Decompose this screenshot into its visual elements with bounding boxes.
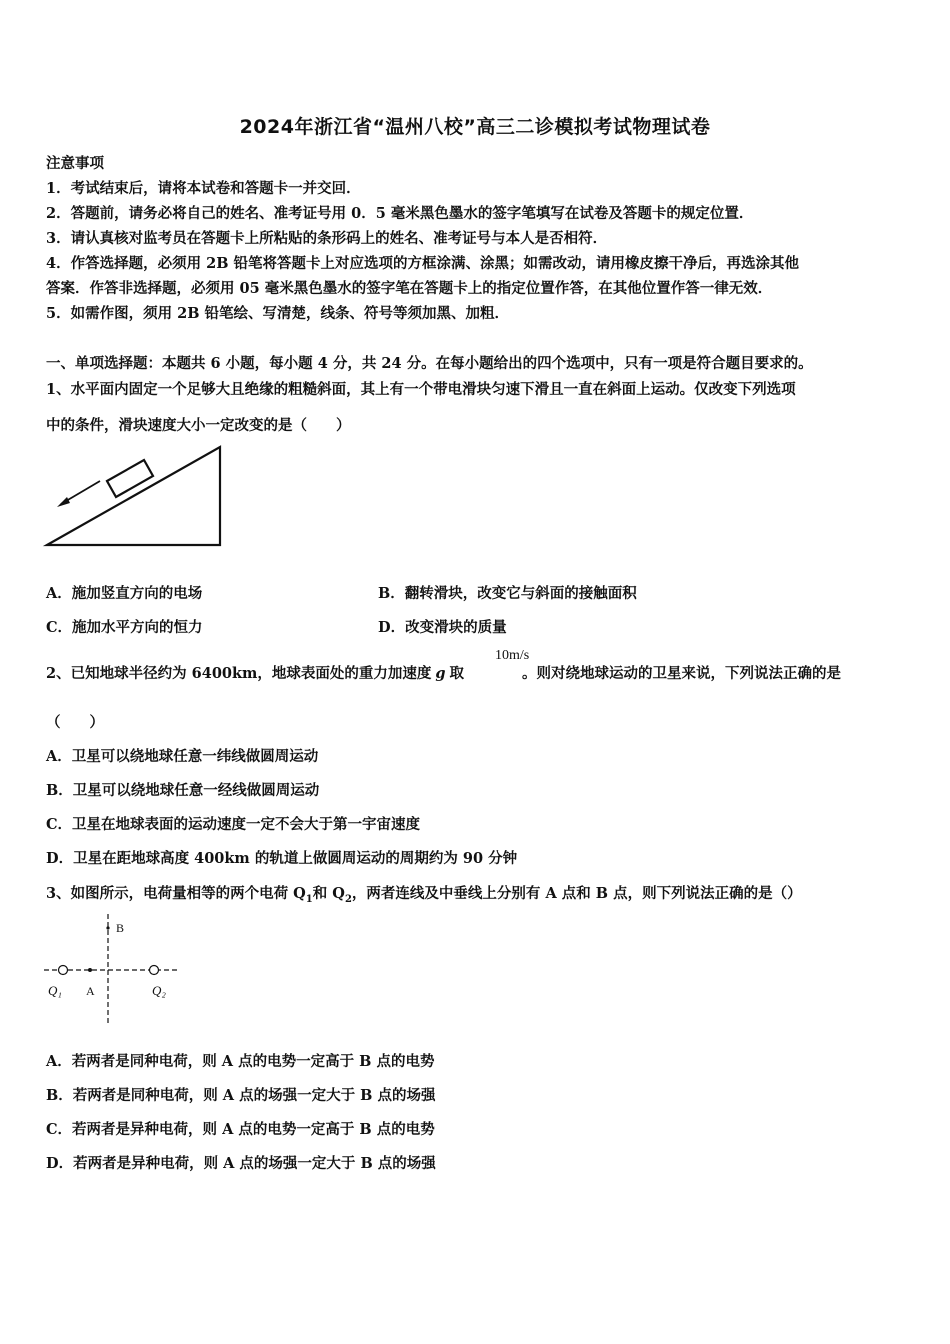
notice-item-4-cont: 答案．作答非选择题，必须用 05 毫米黑色墨水的签字笔在答题卡上的指定位置作答，在其他位置作答一律无效． bbox=[46, 280, 773, 297]
notice-heading: 注意事项 bbox=[46, 155, 104, 172]
q1-option-c: C．施加水平方向的恒力 bbox=[46, 619, 203, 636]
q3-stem bbox=[46, 882, 802, 905]
q2-option-d: D．卫星在距地球高度 400km 的轨道上做圆周运动的周期约为 90 分钟 bbox=[46, 850, 518, 867]
q3-stem-pre: 3、如图所示，电荷量相等的两个电荷 Q bbox=[46, 885, 306, 902]
q3-option-d: D．若两者是异种电荷，则 A 点的场强一定大于 B 点的场强 bbox=[46, 1155, 436, 1172]
incline-figure bbox=[40, 440, 230, 552]
q2-take: 取 bbox=[449, 665, 465, 682]
q2-option-c: C．卫星在地球表面的运动速度一定不会大于第一宇宙速度 bbox=[46, 816, 421, 833]
q3-stem-mid: 和 Q bbox=[312, 885, 345, 902]
q2-stem-line1 bbox=[46, 662, 841, 683]
q1-stem-line2: 中的条件，滑块速度大小一定改变的是（ ） bbox=[46, 417, 351, 434]
label-q2: Q₂ bbox=[152, 983, 166, 998]
section-heading: 一、单项选择题：本题共 6 小题，每小题 4 分，共 24 分。在每小题给出的四个选项中，只有一项是符合题目要求的。 bbox=[46, 355, 813, 372]
charge-q1 bbox=[59, 966, 68, 975]
q2-stem-line2: （ ） bbox=[46, 714, 104, 731]
q3-option-c: C．若两者是异种电荷，则 A 点的电势一定高于 B 点的电势 bbox=[46, 1121, 435, 1138]
label-a: A bbox=[86, 984, 95, 998]
q2-option-b: B．卫星可以绕地球任意一经线做圆周运动 bbox=[46, 782, 320, 799]
q1-stem-line1: 1、水平面内固定一个足够大且绝缘的粗糙斜面，其上有一个带电滑块匀速下滑且一直在斜面上运动。仅改变下列选项 bbox=[46, 381, 796, 398]
q3-option-a: A．若两者是同种电荷，则 A 点的电势一定高于 B 点的电势 bbox=[46, 1053, 435, 1070]
label-b: B bbox=[116, 921, 125, 935]
point-b-dot bbox=[106, 926, 109, 929]
notice-item-4: 4．作答选择题，必须用 2B 铅笔将答题卡上对应选项的方框涂满、涂黑；如需改动，请用橡皮擦干净后，再选涂其他 bbox=[46, 255, 800, 272]
q1-option-a: A．施加竖直方向的电场 bbox=[46, 585, 203, 602]
page-title: 2024年浙江省“温州八校”高三二诊模拟考试物理试卷 bbox=[239, 116, 711, 138]
q3-sub1: 1 bbox=[305, 893, 313, 905]
notice-item-1: 1．考试结束后，请将本试卷和答题卡一并交回． bbox=[46, 180, 361, 197]
q2-stem-part1: 2、已知地球半径约为 6400km，地球表面处的重力加速度 bbox=[46, 665, 432, 682]
notice-item-3: 3．请认真核对监考员在答题卡上所粘贴的条形码上的姓名、准考证号与本人是否相符． bbox=[46, 230, 608, 247]
notice-item-2: 2．答题前，请务必将自己的姓名、准考证号用 0．5 毫米黑色墨水的签字笔填写在试卷及答题卡的规定位置． bbox=[46, 205, 754, 222]
q3-stem-post: ，两者连线及中垂线上分别有 A 点和 B 点，则下列说法正确的是（） bbox=[351, 885, 802, 902]
q1-option-d: D．改变滑块的质量 bbox=[378, 619, 507, 636]
q3-sub2: 2 bbox=[344, 893, 352, 905]
q2-stem-part2: 。则对绕地球运动的卫星来说，下列说法正确的是 bbox=[522, 665, 842, 682]
velocity-arrow-head bbox=[57, 497, 70, 507]
q1-option-b: B．翻转滑块，改变它与斜面的接触面积 bbox=[378, 585, 637, 602]
notice-item-5: 5．如需作图，须用 2B 铅笔绘、写清楚，线条、符号等须加黑、加粗． bbox=[46, 305, 510, 322]
slider-block bbox=[107, 460, 153, 497]
q3-option-b: B．若两者是同种电荷，则 A 点的场强一定大于 B 点的场强 bbox=[46, 1087, 436, 1104]
q2-g-symbol: g bbox=[435, 665, 446, 682]
q2-unit: 10m/s bbox=[495, 648, 530, 663]
label-q1: Q₁ bbox=[48, 983, 62, 998]
point-a-dot bbox=[88, 968, 92, 972]
q2-option-a: A．卫星可以绕地球任意一纬线做圆周运动 bbox=[46, 748, 319, 765]
charge-q2 bbox=[150, 966, 159, 975]
charges-figure bbox=[40, 910, 190, 1030]
